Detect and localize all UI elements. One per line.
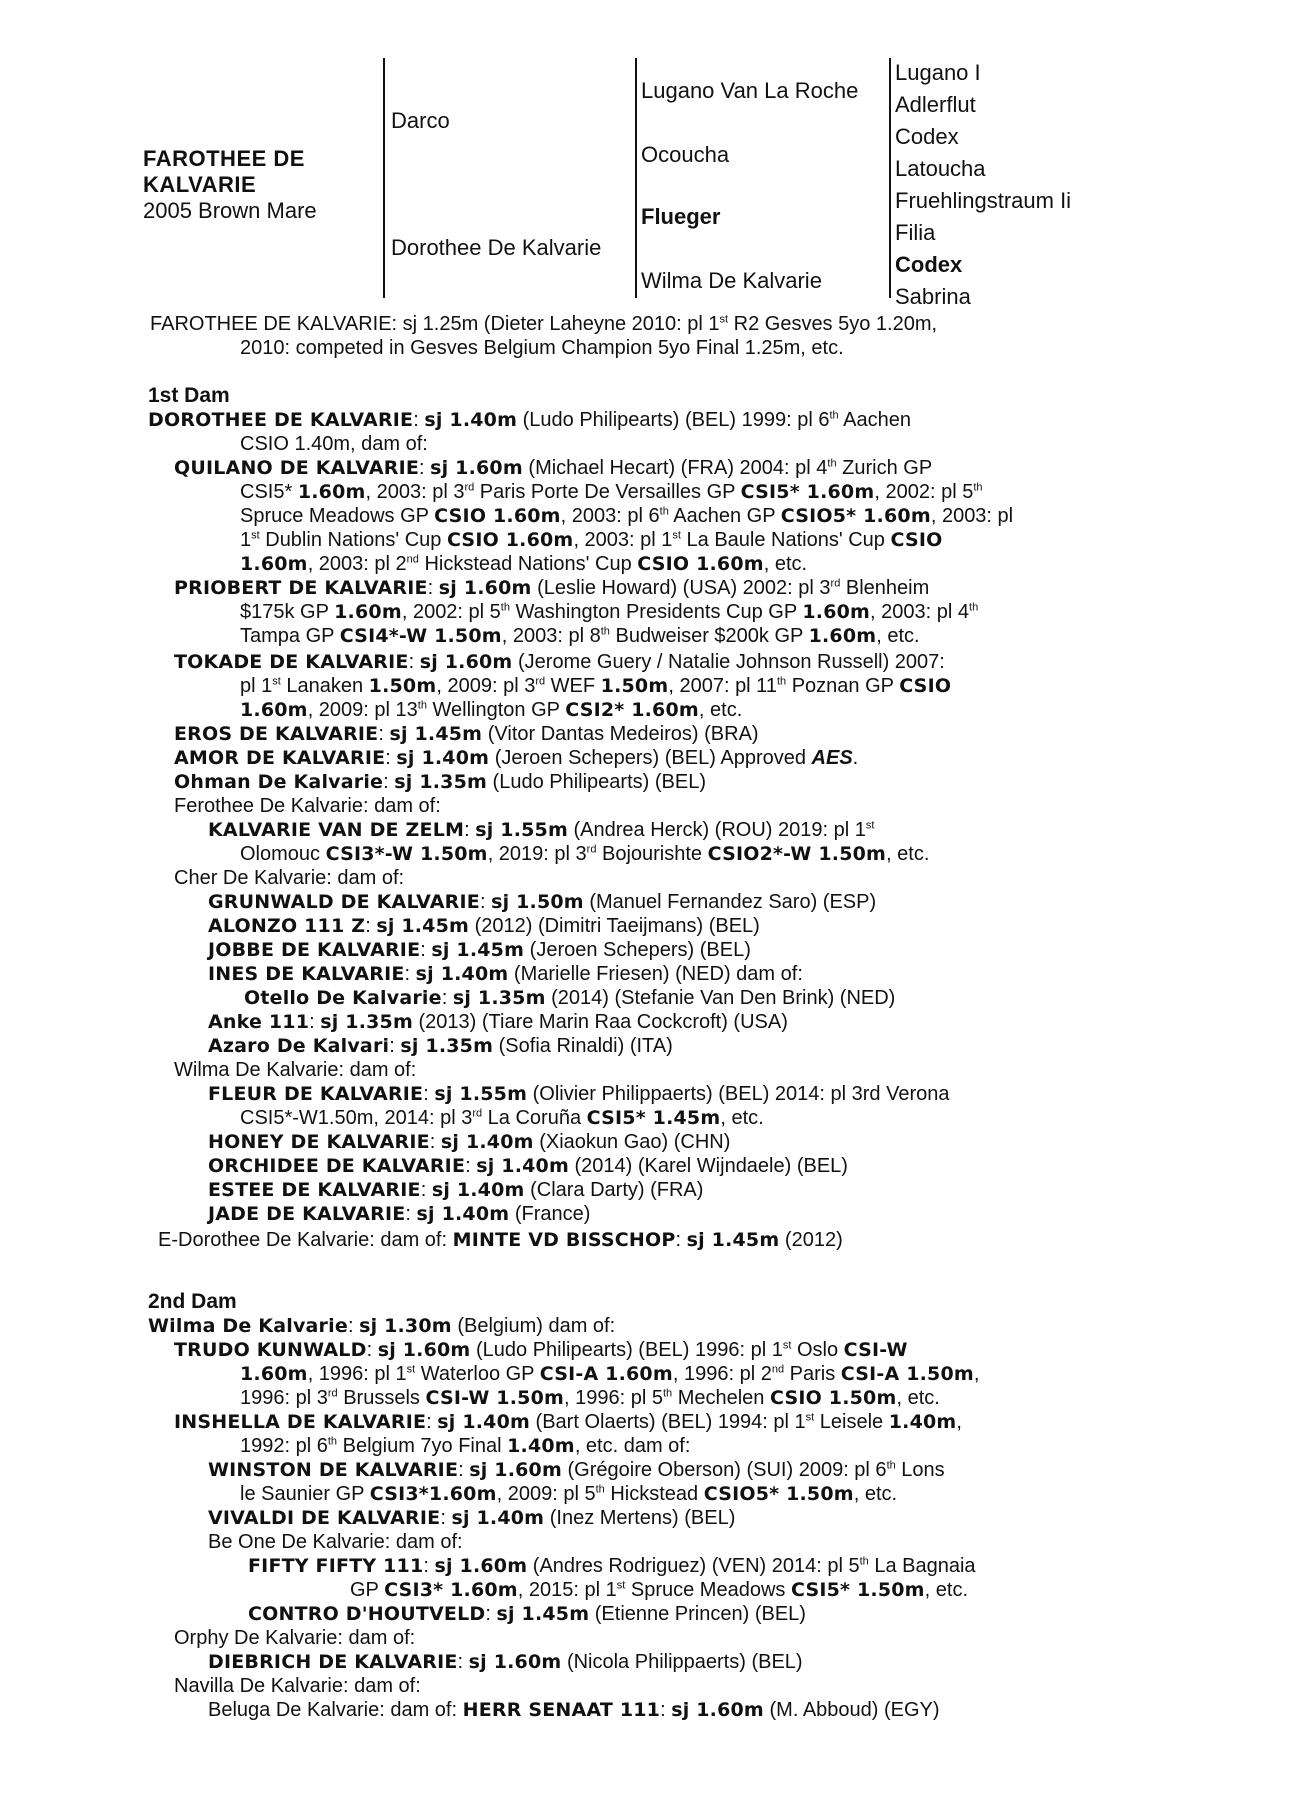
sire-sire: Lugano Van La Roche [641,78,859,103]
pedigree-text-line: 1.60m, 2009: pl 13th Wellington GP CSI2* 1.60m, etc. [240,699,743,721]
pedigree-text-line: HONEY DE KALVARIE: sj 1.40m (Xiaokun Gao) (CHN) [208,1131,731,1153]
pedigree-text-line: Wilma De Kalvarie: sj 1.30m (Belgium) dam of: [148,1315,616,1337]
pedigree-divider-1 [383,58,385,298]
pedigree-text-line: $175k GP 1.60m, 2002: pl 5th Washington Presidents Cup GP 1.60m, 2003: pl 4th [240,601,979,623]
pedigree-text-line: JADE DE KALVARIE: sj 1.40m (France) [208,1203,591,1225]
pedigree-text-line: CONTRO D'HOUTVELD: sj 1.45m (Etienne Princen) (BEL) [248,1603,806,1625]
pedigree-text-line: Be One De Kalvarie: dam of: [208,1531,463,1553]
pedigree-text-line: GP CSI3* 1.60m, 2015: pl 1st Spruce Meadows CSI5* 1.50m, etc. [350,1579,969,1601]
pedigree-text-line: 1st Dublin Nations' Cup CSIO 1.60m, 2003: pl 1st La Baule Nations' Cup CSIO [240,529,943,551]
pedigree-text-line: ESTEE DE KALVARIE: sj 1.40m (Clara Darty) (FRA) [208,1179,704,1201]
horse-name: FAROTHEE DE KALVARIE [143,146,305,197]
pedigree-text-line: Ferothee De Kalvarie: dam of: [174,795,441,817]
pedigree-text-line: CSI5*-W1.50m, 2014: pl 3rd La Coruña CSI5* 1.45m, etc. [240,1107,764,1129]
gen4-ancestor: Lugano I [895,60,981,85]
pedigree-text-line: VIVALDI DE KALVARIE: sj 1.40m (Inez Mertens) (BEL) [208,1507,736,1529]
pedigree-text-line: Ohman De Kalvarie: sj 1.35m (Ludo Philipearts) (BEL) [174,771,706,793]
pedigree-text-line: INSHELLA DE KALVARIE: sj 1.40m (Bart Olaerts) (BEL) 1994: pl 1st Leisele 1.40m, [174,1411,962,1433]
pedigree-text-line: Azaro De Kalvari: sj 1.35m (Sofia Rinaldi) (ITA) [208,1035,673,1057]
gen4-ancestor: Latoucha [895,156,986,181]
first-dam-heading: 1st Dam [148,384,230,407]
pedigree-text-line: JOBBE DE KALVARIE: sj 1.45m (Jeroen Schepers) (BEL) [208,939,751,961]
gen4-ancestor: Fruehlingstraum Ii [895,188,1072,213]
pedigree-text-line: DIEBRICH DE KALVARIE: sj 1.60m (Nicola Philippaerts) (BEL) [208,1651,803,1673]
pedigree-text-line: 1.60m, 1996: pl 1st Waterloo GP CSI-A 1.60m, 1996: pl 2nd Paris CSI-A 1.50m, [240,1363,980,1385]
pedigree-text-line: Wilma De Kalvarie: dam of: [174,1059,417,1081]
pedigree-text-line: 1.60m, 2003: pl 2nd Hickstead Nations' Cup CSIO 1.60m, etc. [240,553,808,575]
pedigree-text-line: Cher De Kalvarie: dam of: [174,867,405,889]
pedigree-text-line: 1992: pl 6th Belgium 7yo Final 1.40m, etc. dam of: [240,1435,691,1457]
pedigree-text-line: Otello De Kalvarie: sj 1.35m (2014) (Stefanie Van Den Brink) (NED) [244,987,896,1009]
pedigree-text-line: GRUNWALD DE KALVARIE: sj 1.50m (Manuel Fernandez Saro) (ESP) [208,891,877,913]
pedigree-text-line: 1996: pl 3rd Brussels CSI-W 1.50m, 1996: pl 5th Mechelen CSIO 1.50m, etc. [240,1387,940,1409]
gen4-ancestor: Codex [895,252,963,277]
pedigree-text-line: PRIOBERT DE KALVARIE: sj 1.60m (Leslie Howard) (USA) 2002: pl 3rd Blenheim [174,577,930,599]
gen4-ancestor: Filia [895,220,936,245]
pedigree-text-line: CSI5* 1.60m, 2003: pl 3rd Paris Porte De Versailles GP CSI5* 1.60m, 2002: pl 5th [240,481,983,503]
pedigree-text-line: le Saunier GP CSI3*1.60m, 2009: pl 5th Hickstead CSIO5* 1.50m, etc. [240,1483,898,1505]
pedigree-text-line: Tampa GP CSI4*-W 1.50m, 2003: pl 8th Budweiser $200k GP 1.60m, etc. [240,625,920,647]
sire-dam: Ocoucha [641,142,730,167]
second-dam-heading: 2nd Dam [148,1290,237,1313]
pedigree-text-line: Anke 111: sj 1.35m (2013) (Tiare Marin Raa Cockcroft) (USA) [208,1011,788,1033]
pedigree-text-line: Olomouc CSI3*-W 1.50m, 2019: pl 3rd Bojourishte CSIO2*-W 1.50m, etc. [240,843,930,865]
pedigree-text-line: KALVARIE VAN DE ZELM: sj 1.55m (Andrea Herck) (ROU) 2019: pl 1st [208,819,875,841]
pedigree-text-line: AMOR DE KALVARIE: sj 1.40m (Jeroen Schepers) (BEL) Approved AES. [174,747,859,769]
pedigree-text-line: E-Dorothee De Kalvarie: dam of: MINTE VD BISSCHOP: sj 1.45m (2012) [158,1229,843,1251]
gen4-ancestor: Adlerflut [895,92,976,117]
pedigree-text-line: ORCHIDEE DE KALVARIE: sj 1.40m (2014) (Karel Wijndaele) (BEL) [208,1155,848,1177]
dam: Dorothee De Kalvarie [391,235,602,260]
pedigree-text-line: INES DE KALVARIE: sj 1.40m (Marielle Friesen) (NED) dam of: [208,963,803,985]
dam-sire: Flueger [641,204,721,229]
pedigree-text-line: Navilla De Kalvarie: dam of: [174,1675,421,1697]
summary-line: 2010: competed in Gesves Belgium Champion 5yo Final 1.25m, etc. [240,337,844,359]
pedigree-text-line: FLEUR DE KALVARIE: sj 1.55m (Olivier Philippaerts) (BEL) 2014: pl 3rd Verona [208,1083,950,1105]
pedigree-divider-3 [889,58,891,298]
pedigree-text-line: TOKADE DE KALVARIE: sj 1.60m (Jerome Guery / Natalie Johnson Russell) 2007: [174,651,945,673]
pedigree-text-line: DOROTHEE DE KALVARIE: sj 1.40m (Ludo Philipearts) (BEL) 1999: pl 6th Aachen [148,409,911,431]
pedigree-text-line: ALONZO 111 Z: sj 1.45m (2012) (Dimitri Taeijmans) (BEL) [208,915,760,937]
pedigree-divider-2 [635,58,637,298]
pedigree-text-line: EROS DE KALVARIE: sj 1.45m (Vitor Dantas Medeiros) (BRA) [174,723,759,745]
pedigree-text-line: Beluga De Kalvarie: dam of: HERR SENAAT 111: sj 1.60m (M. Abboud) (EGY) [208,1699,940,1721]
dam-dam: Wilma De Kalvarie [641,268,822,293]
gen4-ancestor: Codex [895,124,959,149]
pedigree-text-line: Spruce Meadows GP CSIO 1.60m, 2003: pl 6th Aachen GP CSIO5* 1.60m, 2003: pl [240,505,1014,527]
pedigree-text-line: FIFTY FIFTY 111: sj 1.60m (Andres Rodriguez) (VEN) 2014: pl 5th La Bagnaia [248,1555,976,1577]
pedigree-text-line: TRUDO KUNWALD: sj 1.60m (Ludo Philipearts) (BEL) 1996: pl 1st Oslo CSI-W [174,1339,908,1361]
sire: Darco [391,108,450,133]
pedigree-text-line: CSIO 1.40m, dam of: [240,433,428,455]
horse-description: 2005 Brown Mare [143,198,317,223]
pedigree-text-line: WINSTON DE KALVARIE: sj 1.60m (Grégoire Oberson) (SUI) 2009: pl 6th Lons [208,1459,945,1481]
gen4-ancestor: Sabrina [895,284,971,309]
pedigree-text-line: Orphy De Kalvarie: dam of: [174,1627,416,1649]
pedigree-text-line: QUILANO DE KALVARIE: sj 1.60m (Michael Hecart) (FRA) 2004: pl 4th Zurich GP [174,457,933,479]
pedigree-text-line: pl 1st Lanaken 1.50m, 2009: pl 3rd WEF 1.50m, 2007: pl 11th Poznan GP CSIO [240,675,952,697]
summary-line: FAROTHEE DE KALVARIE: sj 1.25m (Dieter Laheyne 2010: pl 1st R2 Gesves 5yo 1.20m, [150,313,938,335]
